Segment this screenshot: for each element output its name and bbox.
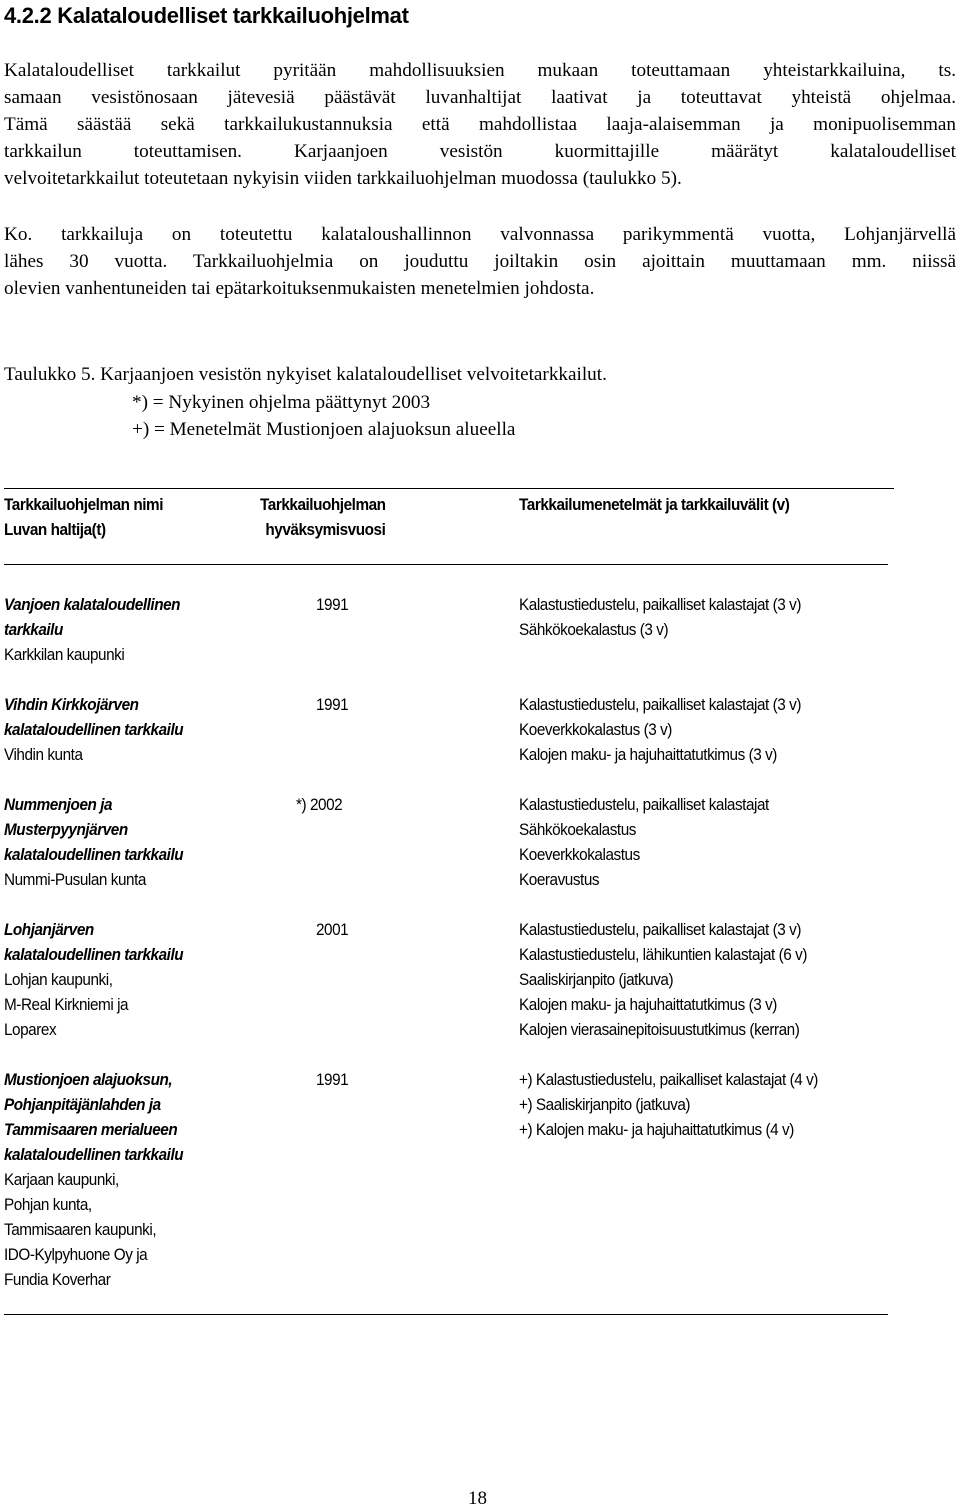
- method-line: Kalastustiedustelu, paikalliset kalastajat (3 v): [519, 695, 802, 714]
- method-line: Sähkökoekalastus: [519, 820, 636, 839]
- approval-year: 2001: [316, 920, 349, 939]
- table-row-methods: [519, 592, 801, 642]
- table-row-program: [4, 792, 183, 892]
- header-methods: [519, 492, 789, 517]
- table-row-program: [4, 1067, 183, 1292]
- caption-note: +) = Menetelmät Mustionjoen alajuoksun alueella: [132, 419, 516, 440]
- header-year: [260, 492, 386, 542]
- program-name-line: Nummenjoen ja: [4, 795, 113, 814]
- permit-holder-line: Karkkilan kaupunki: [4, 645, 125, 664]
- paragraph-1: [4, 57, 956, 192]
- permit-holder-line: Vihdin kunta: [4, 745, 83, 764]
- paragraph-line: Kalataloudelliset tarkkailut pyritään mahdollisuuksien mukaan toteuttamaan yhteistarkkailuina, ts.: [4, 60, 956, 81]
- method-line: Kalastustiedustelu, paikalliset kalastajat: [519, 795, 769, 814]
- caption-title: Taulukko 5. Karjaanjoen vesistön nykyiset kalataloudelliset velvoitetarkkailut.: [4, 364, 607, 385]
- approval-year: 1991: [316, 1070, 349, 1089]
- approval-year: 1991: [316, 595, 349, 614]
- method-line: Saaliskirjanpito (jatkuva): [519, 970, 674, 989]
- program-name-line: kalataloudellinen tarkkailu: [4, 845, 184, 864]
- method-line: Sähkökoekalastus (3 v): [519, 620, 669, 639]
- table-bottom-rule: [4, 1314, 888, 1315]
- section-heading: 4.2.2 Kalataloudelliset tarkkailuohjelmat: [4, 3, 409, 28]
- approval-year: *) 2002: [296, 795, 343, 814]
- paragraph-line: tarkkailun toteuttamisen. Karjaanjoen vesistön kuormittajille määrätyt kalataloudelliset: [4, 141, 956, 162]
- table-row-methods: [519, 917, 807, 1042]
- permit-holder-line: Tammisaaren kaupunki,: [4, 1220, 157, 1239]
- table-row-methods: [519, 792, 769, 892]
- method-line: Koeverkkokalastus (3 v): [519, 720, 672, 739]
- header-program: [4, 492, 163, 542]
- program-name-line: Musterpyynjärven: [4, 820, 128, 839]
- paragraph-line: velvoitetarkkailut toteutetaan nykyisin viiden tarkkailuohjelman muodossa (taulukko 5).: [4, 168, 682, 189]
- program-name-line: Vihdin Kirkkojärven: [4, 695, 139, 714]
- table-row-program: [4, 917, 183, 1042]
- caption-note: *) = Nykyinen ohjelma päättynyt 2003: [132, 391, 431, 413]
- header-label: Luvan haltija(t): [4, 520, 106, 539]
- permit-holder-line: Loparex: [4, 1020, 57, 1039]
- program-name-line: Lohjanjärven: [4, 920, 94, 939]
- paragraph-2: [4, 221, 956, 302]
- program-name-line: Mustionjoen alajuoksun,: [4, 1070, 173, 1089]
- method-line: Kalastustiedustelu, lähikuntien kalastajat (6 v): [519, 945, 807, 964]
- program-name-line: kalataloudellinen tarkkailu: [4, 1145, 184, 1164]
- permit-holder-line: IDO-Kylpyhuone Oy ja: [4, 1245, 148, 1264]
- method-line: Kalastustiedustelu, paikalliset kalastajat (3 v): [519, 920, 802, 939]
- permit-holder-line: Fundia Koverhar: [4, 1270, 111, 1289]
- paragraph-line: lähes 30 vuotta. Tarkkailuohjelmia on jouduttu joiltakin osin ajoittain muuttamaan mm. niissä: [4, 251, 956, 272]
- method-line: +) Saaliskirjanpito (jatkuva): [519, 1095, 691, 1114]
- approval-year: 1991: [316, 695, 349, 714]
- program-name-line: Pohjanpitäjänlahden ja: [4, 1095, 161, 1114]
- table-top-rule: [4, 488, 894, 489]
- program-name-line: Vanjoen kalataloudellinen: [4, 595, 181, 614]
- method-line: Kalojen vierasainepitoisuustutkimus (kerran): [519, 1020, 800, 1039]
- method-line: +) Kalojen maku- ja hajuhaittatutkimus (4 v): [519, 1120, 794, 1139]
- header-label: Tarkkailumenetelmät ja tarkkailuvälit (v): [519, 495, 790, 514]
- paragraph-line: samaan vesistönosaan jätevesiä päästävät luvanhaltijat laativat ja toteuttavat yhteistä ohjelmaa.: [4, 87, 956, 108]
- method-line: Kalojen maku- ja hajuhaittatutkimus (3 v): [519, 995, 777, 1014]
- header-bottom-rule: [4, 564, 888, 565]
- method-line: Kalojen maku- ja hajuhaittatutkimus (3 v): [519, 745, 777, 764]
- paragraph-line: olevien vanhentuneiden tai epätarkoituksenmukaisten menetelmien johdosta.: [4, 278, 595, 299]
- permit-holder-line: Pohjan kunta,: [4, 1195, 92, 1214]
- header-label: hyväksymisvuosi: [265, 520, 386, 539]
- table-row-program: [4, 592, 180, 667]
- permit-holder-line: Karjaan kaupunki,: [4, 1170, 119, 1189]
- program-name-line: kalataloudellinen tarkkailu: [4, 720, 184, 739]
- permit-holder-line: M-Real Kirkniemi ja: [4, 995, 129, 1014]
- header-label: Tarkkailuohjelman nimi: [4, 495, 164, 514]
- program-name-line: kalataloudellinen tarkkailu: [4, 945, 184, 964]
- table-caption: [4, 361, 607, 444]
- method-line: Koeravustus: [519, 870, 600, 889]
- paragraph-line: Tämä säästää sekä tarkkailukustannuksia että mahdollistaa laaja-alaisemman ja monipuolisemman: [4, 114, 956, 135]
- table-row-methods: [519, 692, 801, 767]
- permit-holder-line: Lohjan kaupunki,: [4, 970, 113, 989]
- table-row-methods: [519, 1067, 818, 1142]
- method-line: Koeverkkokalastus: [519, 845, 640, 864]
- permit-holder-line: Nummi-Pusulan kunta: [4, 870, 146, 889]
- page-number: 18: [468, 1488, 487, 1509]
- program-name-line: Tammisaaren merialueen: [4, 1120, 178, 1139]
- paragraph-line: Ko. tarkkailuja on toteutettu kalataloushallinnon valvonnassa parikymmentä vuotta, Lohjanjärvellä: [4, 224, 956, 245]
- program-name-line: tarkkailu: [4, 620, 63, 639]
- header-label: Tarkkailuohjelman: [260, 495, 386, 514]
- method-line: Kalastustiedustelu, paikalliset kalastajat (3 v): [519, 595, 802, 614]
- table-row-program: [4, 692, 183, 767]
- method-line: +) Kalastustiedustelu, paikalliset kalastajat (4 v): [519, 1070, 818, 1089]
